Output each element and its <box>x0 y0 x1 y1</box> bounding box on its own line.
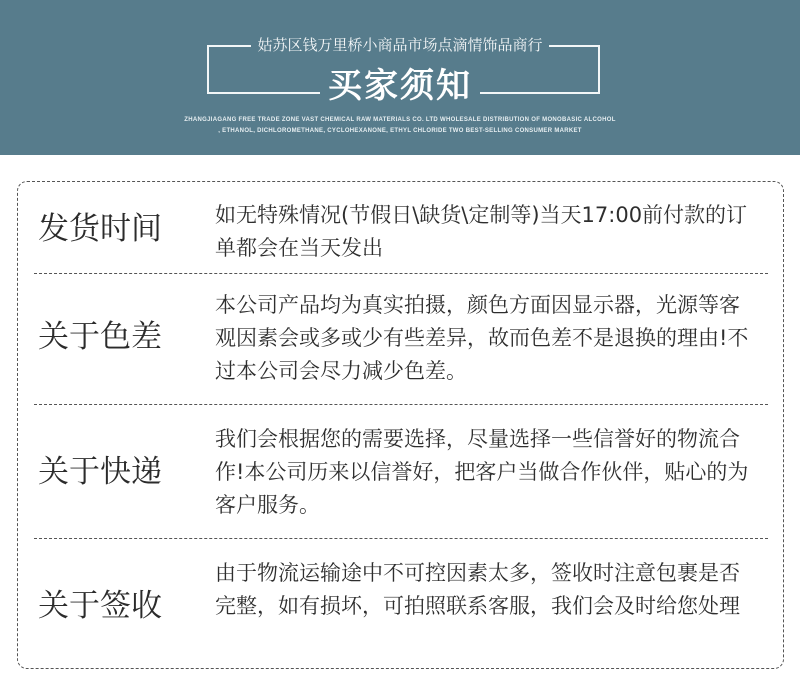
header-banner <box>0 0 800 155</box>
notice-text: 本公司产品均为真实拍摄，颜色方面因显示器，光源等客观因素会或多或少有些差异，故而色差不是退换的理由!不过本公司会尽力减少色差。 <box>215 293 749 383</box>
page-title <box>0 64 800 108</box>
notice-text: 我们会根据您的需要选择，尽量选择一些信誉好的物流合作!本公司历来以信誉好，把客户当做合作伙伴，贴心的为客户服务。 <box>215 427 749 517</box>
notice-label: 发货时间 <box>38 211 162 247</box>
shop-name <box>0 34 800 56</box>
notice-receipt <box>34 538 768 668</box>
page-title-text: 买家须知 <box>320 66 480 106</box>
notice-label: 关于色差 <box>38 319 162 355</box>
notice-color-difference <box>34 273 768 404</box>
notice-label: 关于签收 <box>38 588 162 624</box>
shop-name-text: 姑苏区钱万里桥小商品市场点滴情饰品商行 <box>251 36 548 54</box>
notice-express <box>34 404 768 538</box>
notice-box <box>17 181 784 669</box>
notice-shipping-time <box>34 182 768 273</box>
header-subtitle-line2: , ETHANOL, DICHLOROMETHANE, CYCLOHEXANONE, ETHYL CHLORIDE TWO BEST-SELLING CONSUMER MARKET <box>218 128 582 134</box>
header-subtitle-line1: ZHANGJIAGANG FREE TRADE ZONE VAST CHEMICAL RAW MATERIALS CO. LTD WHOLESALE DISTRIBUTION OF MONOBASIC ALCOHOL <box>184 117 616 123</box>
notice-text: 如无特殊情况(节假日\缺货\定制等)当天17:00前付款的订单都会在当天发出 <box>215 203 748 260</box>
notice-text: 由于物流运输途中不可控因素太多，签收时注意包裹是否完整，如有损坏，可拍照联系客服，我们会及时给您处理 <box>215 561 740 618</box>
notice-label: 关于快递 <box>38 454 162 490</box>
